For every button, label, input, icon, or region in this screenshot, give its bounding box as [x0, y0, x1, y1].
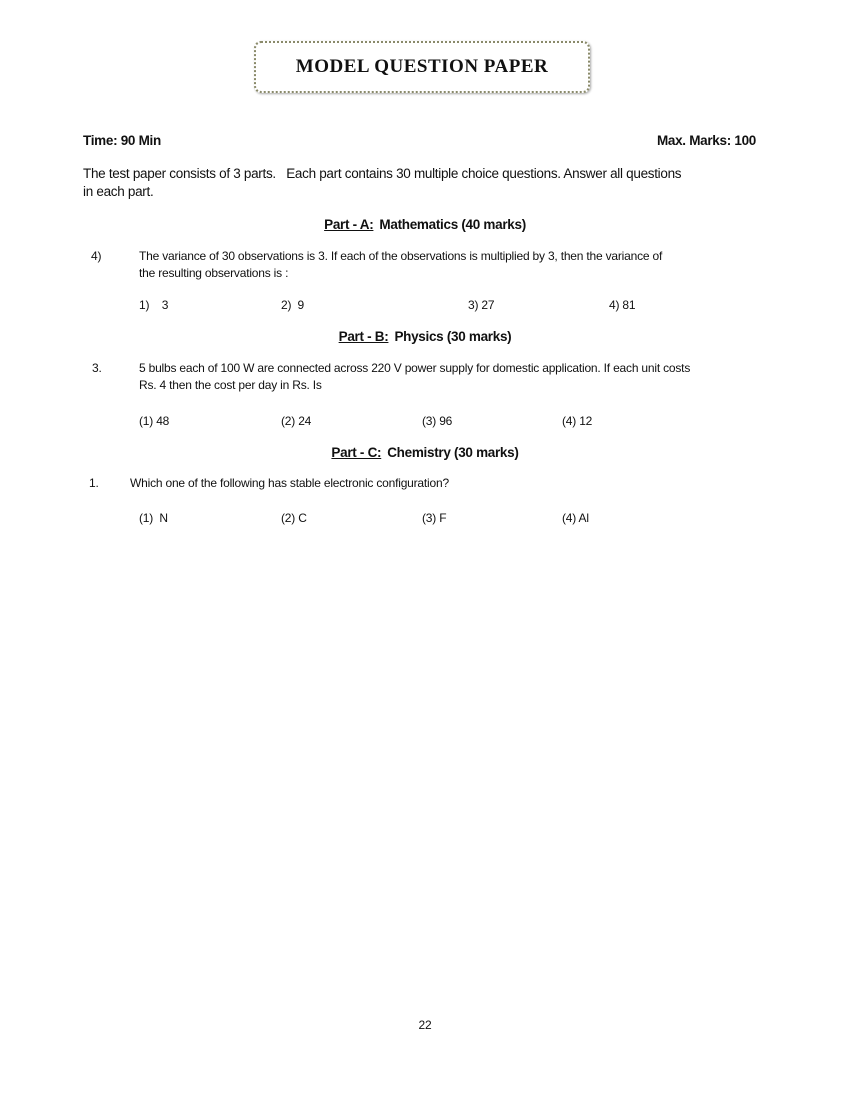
intro-line-2: in each part.: [83, 184, 154, 199]
question-number: 4): [91, 249, 102, 263]
title-box: [254, 41, 590, 93]
option: 2) 9: [281, 298, 305, 312]
question-line: 5 bulbs each of 100 W are connected across 220 V power supply for domestic application. If each unit costs: [139, 361, 691, 375]
part-label: Part - A:: [324, 217, 374, 232]
option: (2) C: [281, 511, 307, 525]
option: 1) 3: [139, 298, 169, 312]
part-c-heading: [0, 445, 850, 460]
intro-line-1: The test paper consists of 3 parts. Each part contains 30 multiple choice questions. Answer all questions: [83, 166, 682, 181]
option: (3) F: [422, 511, 447, 525]
option: (4) Al: [562, 511, 589, 525]
question-line: Which one of the following has stable electronic configuration?: [130, 476, 449, 490]
max-marks-label: Max. Marks: 100: [656, 133, 756, 148]
part-label: Part - C:: [331, 445, 382, 460]
part-subject: Physics (30 marks): [394, 329, 512, 344]
question-line: The variance of 30 observations is 3. If each of the observations is multiplied by 3, then the variance of: [139, 249, 663, 263]
page-title: MODEL QUESTION PAPER: [295, 56, 549, 77]
option: 4) 81: [609, 298, 636, 312]
question-number: 3.: [92, 361, 102, 375]
option: (3) 96: [422, 414, 453, 428]
part-b-heading: [0, 329, 850, 344]
part-a-heading: [0, 217, 850, 232]
page-number: 22: [418, 1018, 432, 1032]
time-label: Time: 90 Min: [83, 133, 161, 148]
part-label: Part - B:: [338, 329, 389, 344]
question-number: 1.: [89, 476, 99, 490]
option: (2) 24: [281, 414, 312, 428]
option: (1) N: [139, 511, 168, 525]
option: (1) 48: [139, 414, 170, 428]
option: 3) 27: [468, 298, 495, 312]
part-subject: Mathematics (40 marks): [379, 217, 526, 232]
question-line: Rs. 4 then the cost per day in Rs. Is: [139, 378, 322, 392]
option: (4) 12: [562, 414, 593, 428]
part-subject: Chemistry (30 marks): [387, 445, 519, 460]
question-line: the resulting observations is :: [139, 266, 289, 280]
